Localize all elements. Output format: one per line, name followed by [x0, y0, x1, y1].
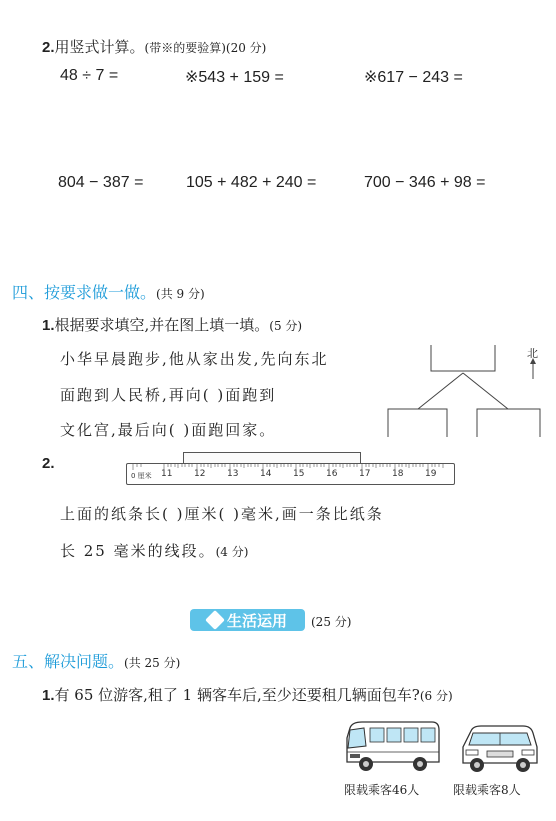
- s4q2-line2-wrap: [60, 540, 248, 561]
- ruler-tick-12: 12: [194, 469, 206, 479]
- ruler-unit: 0 厘米: [131, 472, 152, 480]
- problem-4: 804 − 387 =: [58, 174, 144, 191]
- s4q1-score: (5 分): [269, 319, 303, 333]
- s5q1-number: 1.: [42, 687, 55, 704]
- q2-header: [42, 36, 266, 57]
- s4q1-line3: 文化宫,最后向( )面跑回家。: [60, 421, 277, 439]
- ruler-tick-18: 18: [392, 469, 404, 479]
- ruler-tick-15: 15: [293, 469, 305, 479]
- s4q2-score: (4 分): [215, 545, 249, 559]
- north-label: 北: [527, 347, 538, 360]
- s5q1-header: [42, 684, 453, 705]
- s4q2-number: 2.: [42, 455, 55, 472]
- s5q1-score: (6 分): [419, 689, 453, 703]
- s4q2-line2: 长 25 毫米的线段。: [60, 542, 216, 560]
- section4-title: 四、按要求做一做。: [12, 283, 157, 302]
- s4q1-number: 1.: [42, 317, 55, 334]
- q2-note: (带※的要验算): [144, 41, 226, 55]
- banner-score: (25 分): [311, 615, 352, 629]
- problem-5: 105 + 482 + 240 =: [186, 174, 317, 191]
- s4q2-line1: 上面的纸条长( )厘米( )毫米,画一条比纸条: [60, 505, 384, 523]
- q2-score: (20 分): [225, 41, 267, 55]
- ruler-tick-11: 11: [161, 469, 173, 479]
- cube-icon: [205, 610, 225, 630]
- section5-title: 五、解决问题。: [12, 652, 125, 671]
- ruler-tick-14: 14: [260, 469, 272, 479]
- van-caption: 限载乘客8人: [453, 783, 521, 797]
- ruler-tick-19: 19: [425, 469, 437, 479]
- section5-score: (共 25 分): [124, 656, 181, 670]
- section5-header: [12, 649, 180, 672]
- s5q1-text: 有 65 位游客,租了 1 辆客车后,至少还要租几辆面包车?: [54, 686, 420, 704]
- section4-score: (共 9 分): [156, 287, 205, 301]
- section4-header: [12, 280, 205, 303]
- q2-number: 2.: [42, 39, 55, 56]
- problem-1: 48 ÷ 7 =: [60, 67, 119, 84]
- s4q1-line1: 小华早晨跑步,他从家出发,先向东北: [60, 350, 329, 368]
- problem-2: ※543 + 159 =: [185, 69, 284, 86]
- ruler-tick-16: 16: [326, 469, 338, 479]
- s4q1-text: 根据要求填空,并在图上填一填。: [54, 316, 270, 334]
- s4q1-line2: 面跑到人民桥,再向( )面跑到: [60, 386, 277, 404]
- map-diagram: [385, 345, 545, 440]
- life-application-banner: [190, 609, 305, 631]
- s4q1-header: [42, 314, 302, 335]
- problem-6: 700 − 346 + 98 =: [364, 174, 486, 191]
- bus-caption: 限载乘客46人: [344, 783, 420, 797]
- van-illustration: [457, 721, 539, 777]
- q2-text: 用竖式计算。: [54, 38, 145, 56]
- banner-label: 生活运用: [226, 611, 287, 630]
- ruler-tick-13: 13: [227, 469, 239, 479]
- problem-3: ※617 − 243 =: [364, 69, 463, 86]
- bus-illustration: [342, 718, 442, 776]
- ruler-tick-17: 17: [359, 469, 371, 479]
